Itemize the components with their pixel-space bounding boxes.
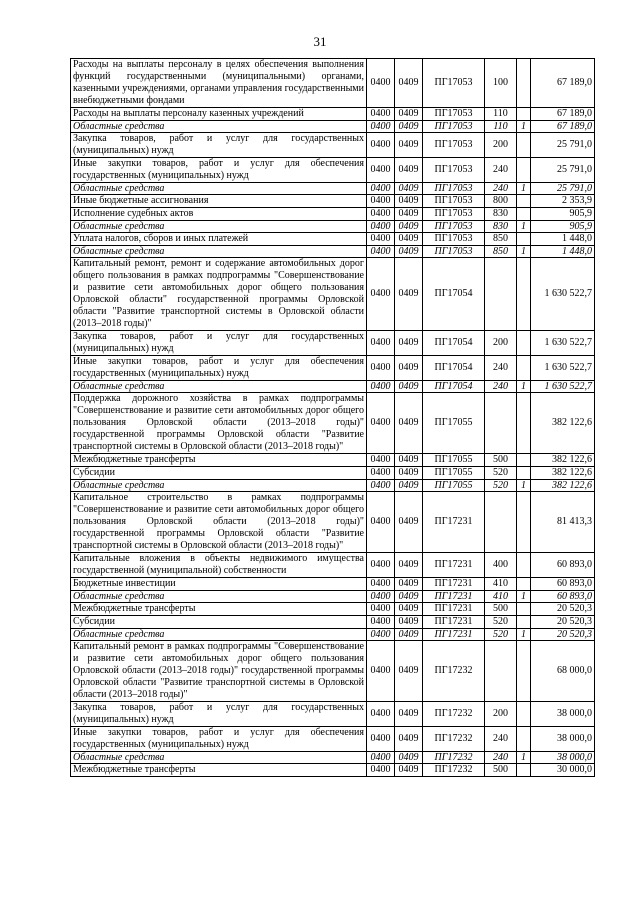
table-row [71,381,595,393]
target-article-cell: ПГ17054 [423,356,485,381]
funding-source-cell [517,641,531,702]
section-code-cell: 0400 [367,133,395,158]
expense-name-cell: Межбюджетные трансферты [71,454,367,467]
table-row [71,195,595,208]
section-code-cell: 0400 [367,467,395,480]
table-row [71,454,595,467]
subsection-code-cell: 0409 [395,121,423,133]
target-article-cell: ПГ17053 [423,121,485,133]
section-code-cell: 0400 [367,480,395,492]
expense-type-cell: 240 [485,381,517,393]
section-code-cell: 0400 [367,195,395,208]
amount-cell: 60 893,0 [531,578,595,591]
amount-cell: 68 000,0 [531,641,595,702]
amount-cell: 81 413,3 [531,492,595,553]
target-article-cell: ПГ17053 [423,195,485,208]
target-article-cell: ПГ17053 [423,208,485,221]
target-article-cell: ПГ17232 [423,764,485,777]
expense-name-cell: Субсидии [71,616,367,629]
funding-source-cell [517,492,531,553]
funding-source-cell [517,393,531,454]
table-row [71,603,595,616]
subsection-code-cell: 0409 [395,603,423,616]
expense-type-cell [485,492,517,553]
target-article-cell: ПГ17055 [423,393,485,454]
subsection-code-cell: 0409 [395,331,423,356]
funding-source-cell [517,158,531,183]
expense-type-cell: 500 [485,454,517,467]
target-article-cell: ПГ17055 [423,480,485,492]
amount-cell: 30 000,0 [531,764,595,777]
subsection-code-cell: 0409 [395,702,423,727]
amount-cell: 60 893,0 [531,591,595,603]
funding-source-cell: 1 [517,221,531,233]
amount-cell: 20 520,3 [531,629,595,641]
section-code-cell: 0400 [367,492,395,553]
expense-type-cell: 850 [485,233,517,246]
expense-name-cell: Областные средства [71,591,367,603]
subsection-code-cell: 0409 [395,393,423,454]
expense-name-cell: Иные закупки товаров, работ и услуг для обеспечения государственных (муниципальных) нужд [71,158,367,183]
expense-name-cell: Областные средства [71,480,367,492]
subsection-code-cell: 0409 [395,183,423,195]
subsection-code-cell: 0409 [395,752,423,764]
expense-type-cell: 500 [485,764,517,777]
subsection-code-cell: 0409 [395,553,423,578]
amount-cell: 38 000,0 [531,752,595,764]
expense-type-cell: 200 [485,133,517,158]
funding-source-cell [517,578,531,591]
target-article-cell: ПГ17055 [423,454,485,467]
amount-cell: 2 353,9 [531,195,595,208]
amount-cell: 20 520,3 [531,603,595,616]
funding-source-cell [517,702,531,727]
section-code-cell: 0400 [367,258,395,331]
table-row [71,467,595,480]
amount-cell: 67 189,0 [531,121,595,133]
table-row [71,702,595,727]
amount-cell: 382 122,6 [531,454,595,467]
subsection-code-cell: 0409 [395,233,423,246]
expense-type-cell [485,641,517,702]
target-article-cell: ПГ17053 [423,246,485,258]
funding-source-cell [517,133,531,158]
amount-cell: 1 448,0 [531,233,595,246]
amount-cell: 38 000,0 [531,702,595,727]
section-code-cell: 0400 [367,553,395,578]
target-article-cell: ПГ17231 [423,553,485,578]
expense-name-cell: Межбюджетные трансферты [71,603,367,616]
expense-name-cell: Областные средства [71,629,367,641]
section-code-cell: 0400 [367,121,395,133]
budget-rows [71,59,595,777]
expense-type-cell: 240 [485,158,517,183]
funding-source-cell [517,208,531,221]
target-article-cell: ПГ17054 [423,258,485,331]
expense-type-cell: 410 [485,591,517,603]
expense-type-cell: 110 [485,121,517,133]
expense-name-cell: Областные средства [71,183,367,195]
subsection-code-cell: 0409 [395,195,423,208]
section-code-cell: 0400 [367,233,395,246]
subsection-code-cell: 0409 [395,108,423,121]
section-code-cell: 0400 [367,764,395,777]
table-row [71,752,595,764]
subsection-code-cell: 0409 [395,764,423,777]
funding-source-cell [517,331,531,356]
target-article-cell: ПГ17054 [423,381,485,393]
expense-type-cell: 410 [485,578,517,591]
funding-source-cell: 1 [517,591,531,603]
amount-cell: 67 189,0 [531,108,595,121]
section-code-cell: 0400 [367,578,395,591]
funding-source-cell [517,233,531,246]
expense-name-cell: Расходы на выплаты персоналу казенных учреждений [71,108,367,121]
table-row [71,591,595,603]
table-row [71,133,595,158]
amount-cell: 382 122,6 [531,393,595,454]
section-code-cell: 0400 [367,603,395,616]
expense-name-cell: Исполнение судебных актов [71,208,367,221]
table-row [71,764,595,777]
funding-source-cell [517,258,531,331]
expense-type-cell: 240 [485,752,517,764]
section-code-cell: 0400 [367,702,395,727]
expense-type-cell: 240 [485,356,517,381]
amount-cell: 38 000,0 [531,727,595,752]
page-number: 31 [313,34,327,49]
expense-name-cell: Иные закупки товаров, работ и услуг для обеспечения государственных (муниципальных) нужд [71,727,367,752]
target-article-cell: ПГ17232 [423,702,485,727]
expense-type-cell: 520 [485,480,517,492]
section-code-cell: 0400 [367,221,395,233]
funding-source-cell [517,764,531,777]
expense-type-cell [485,393,517,454]
funding-source-cell [517,454,531,467]
amount-cell: 20 520,3 [531,616,595,629]
expense-name-cell: Областные средства [71,246,367,258]
target-article-cell: ПГ17053 [423,158,485,183]
amount-cell: 905,9 [531,208,595,221]
target-article-cell: ПГ17231 [423,492,485,553]
subsection-code-cell: 0409 [395,578,423,591]
table-row [71,221,595,233]
table-row [71,393,595,454]
funding-source-cell: 1 [517,246,531,258]
amount-cell: 67 189,0 [531,59,595,108]
table-row [71,246,595,258]
funding-source-cell [517,59,531,108]
expense-name-cell: Уплата налогов, сборов и иных платежей [71,233,367,246]
section-code-cell: 0400 [367,183,395,195]
expense-name-cell: Субсидии [71,467,367,480]
amount-cell: 1 630 522,7 [531,356,595,381]
expense-type-cell: 520 [485,616,517,629]
section-code-cell: 0400 [367,393,395,454]
target-article-cell: ПГ17232 [423,752,485,764]
expense-name-cell: Бюджетные инвестиции [71,578,367,591]
funding-source-cell [517,195,531,208]
funding-source-cell [517,108,531,121]
section-code-cell: 0400 [367,616,395,629]
funding-source-cell: 1 [517,183,531,195]
subsection-code-cell: 0409 [395,492,423,553]
subsection-code-cell: 0409 [395,629,423,641]
amount-cell: 1 630 522,7 [531,331,595,356]
expense-type-cell: 500 [485,603,517,616]
subsection-code-cell: 0409 [395,133,423,158]
section-code-cell: 0400 [367,752,395,764]
target-article-cell: ПГ17055 [423,467,485,480]
subsection-code-cell: 0409 [395,246,423,258]
funding-source-cell: 1 [517,480,531,492]
target-article-cell: ПГ17053 [423,133,485,158]
subsection-code-cell: 0409 [395,208,423,221]
expense-name-cell: Иные бюджетные ассигнования [71,195,367,208]
amount-cell: 1 448,0 [531,246,595,258]
expense-type-cell: 240 [485,183,517,195]
target-article-cell: ПГ17054 [423,331,485,356]
table-row [71,233,595,246]
funding-source-cell [517,356,531,381]
expense-name-cell: Областные средства [71,121,367,133]
expense-type-cell: 800 [485,195,517,208]
table-row [71,578,595,591]
section-code-cell: 0400 [367,356,395,381]
section-code-cell: 0400 [367,108,395,121]
expense-name-cell: Межбюджетные трансферты [71,764,367,777]
expense-type-cell: 240 [485,727,517,752]
amount-cell: 1 630 522,7 [531,381,595,393]
section-code-cell: 0400 [367,158,395,183]
table-row [71,480,595,492]
funding-source-cell [517,553,531,578]
expense-name-cell: Областные средства [71,752,367,764]
expense-type-cell: 830 [485,208,517,221]
expense-name-cell: Закупка товаров, работ и услуг для государственных (муниципальных) нужд [71,702,367,727]
expense-name-cell: Областные средства [71,381,367,393]
table-row [71,727,595,752]
expense-type-cell: 100 [485,59,517,108]
section-code-cell: 0400 [367,454,395,467]
expense-name-cell: Поддержка дорожного хозяйства в рамках подпрограммы "Совершенствование и развитие сети автомобильных дорог общего пользования Орловской области (2013–2018 годы)" государственной программы Орловской области "Развитие транспортной системы в Орловской области (2013–2018 годы)" [71,393,367,454]
section-code-cell: 0400 [367,591,395,603]
amount-cell: 382 122,6 [531,480,595,492]
section-code-cell: 0400 [367,246,395,258]
target-article-cell: ПГ17232 [423,727,485,752]
amount-cell: 60 893,0 [531,553,595,578]
funding-source-cell [517,727,531,752]
subsection-code-cell: 0409 [395,158,423,183]
subsection-code-cell: 0409 [395,258,423,331]
target-article-cell: ПГ17232 [423,641,485,702]
table-row [71,258,595,331]
subsection-code-cell: 0409 [395,454,423,467]
section-code-cell: 0400 [367,727,395,752]
expense-type-cell: 830 [485,221,517,233]
funding-source-cell: 1 [517,752,531,764]
expense-name-cell: Областные средства [71,221,367,233]
target-article-cell: ПГ17053 [423,59,485,108]
expense-name-cell: Закупка товаров, работ и услуг для государственных (муниципальных) нужд [71,331,367,356]
amount-cell: 1 630 522,7 [531,258,595,331]
table-row [71,629,595,641]
table-row [71,616,595,629]
funding-source-cell [517,467,531,480]
expense-name-cell: Капитальные вложения в объекты недвижимого имущества государственной (муниципальной) собственности [71,553,367,578]
target-article-cell: ПГ17053 [423,183,485,195]
subsection-code-cell: 0409 [395,59,423,108]
section-code-cell: 0400 [367,641,395,702]
target-article-cell: ПГ17231 [423,603,485,616]
section-code-cell: 0400 [367,331,395,356]
table-row [71,183,595,195]
table-row [71,59,595,108]
target-article-cell: ПГ17231 [423,616,485,629]
funding-source-cell [517,603,531,616]
funding-source-cell [517,616,531,629]
budget-table [70,58,595,777]
subsection-code-cell: 0409 [395,641,423,702]
expense-name-cell: Расходы на выплаты персоналу в целях обеспечения выполнения функций государственными (муниципальными) органами, казенными учреждениями, органами управления государственными внебюджетными фондами [71,59,367,108]
expense-name-cell: Закупка товаров, работ и услуг для государственных (муниципальных) нужд [71,133,367,158]
amount-cell: 905,9 [531,221,595,233]
expense-name-cell: Капитальное строительство в рамках подпрограммы "Совершенствование и развитие сети автомобильных дорог общего пользования Орловской области (2013–2018 годы)" государственной программы Орловской области "Развитие транспортной системы в Орловской области (2013–2018 годы)" [71,492,367,553]
target-article-cell: ПГ17231 [423,578,485,591]
amount-cell: 25 791,0 [531,158,595,183]
subsection-code-cell: 0409 [395,221,423,233]
expense-name-cell: Капитальный ремонт в рамках подпрограммы "Совершенствование и развитие сети автомобильных дорог общего пользования Орловской области (2013–2018 годы)" государственной программы Орловской области "Развитие транспортной системы в Орловской области (2013–2018 годы)" [71,641,367,702]
target-article-cell: ПГ17053 [423,221,485,233]
section-code-cell: 0400 [367,208,395,221]
subsection-code-cell: 0409 [395,467,423,480]
expense-type-cell: 200 [485,331,517,356]
target-article-cell: ПГ17053 [423,108,485,121]
expense-name-cell: Капитальный ремонт, ремонт и содержание автомобильных дорог общего пользования в рамках подпрограммы "Совершенствование и развитие сети автомобильных дорог общего пользования Орловской области" государственной программы Орловской области "Развитие транспортной системы в Орловской области (2013–2018 годы)" [71,258,367,331]
target-article-cell: ПГ17231 [423,591,485,603]
section-code-cell: 0400 [367,381,395,393]
table-row [71,121,595,133]
section-code-cell: 0400 [367,59,395,108]
table-row [71,208,595,221]
expense-type-cell [485,258,517,331]
expense-type-cell: 400 [485,553,517,578]
funding-source-cell: 1 [517,121,531,133]
subsection-code-cell: 0409 [395,356,423,381]
expense-type-cell: 110 [485,108,517,121]
target-article-cell: ПГ17053 [423,233,485,246]
target-article-cell: ПГ17231 [423,629,485,641]
amount-cell: 382 122,6 [531,467,595,480]
expense-type-cell: 520 [485,467,517,480]
expense-name-cell: Иные закупки товаров, работ и услуг для обеспечения государственных (муниципальных) нужд [71,356,367,381]
table-row [71,158,595,183]
table-row [71,108,595,121]
expense-type-cell: 850 [485,246,517,258]
table-row [71,356,595,381]
subsection-code-cell: 0409 [395,480,423,492]
table-row [71,492,595,553]
section-code-cell: 0400 [367,629,395,641]
amount-cell: 25 791,0 [531,183,595,195]
subsection-code-cell: 0409 [395,381,423,393]
funding-source-cell: 1 [517,629,531,641]
expense-type-cell: 200 [485,702,517,727]
subsection-code-cell: 0409 [395,616,423,629]
table-row [71,553,595,578]
table-row [71,331,595,356]
funding-source-cell: 1 [517,381,531,393]
table-row [71,641,595,702]
subsection-code-cell: 0409 [395,591,423,603]
expense-type-cell: 520 [485,629,517,641]
subsection-code-cell: 0409 [395,727,423,752]
amount-cell: 25 791,0 [531,133,595,158]
